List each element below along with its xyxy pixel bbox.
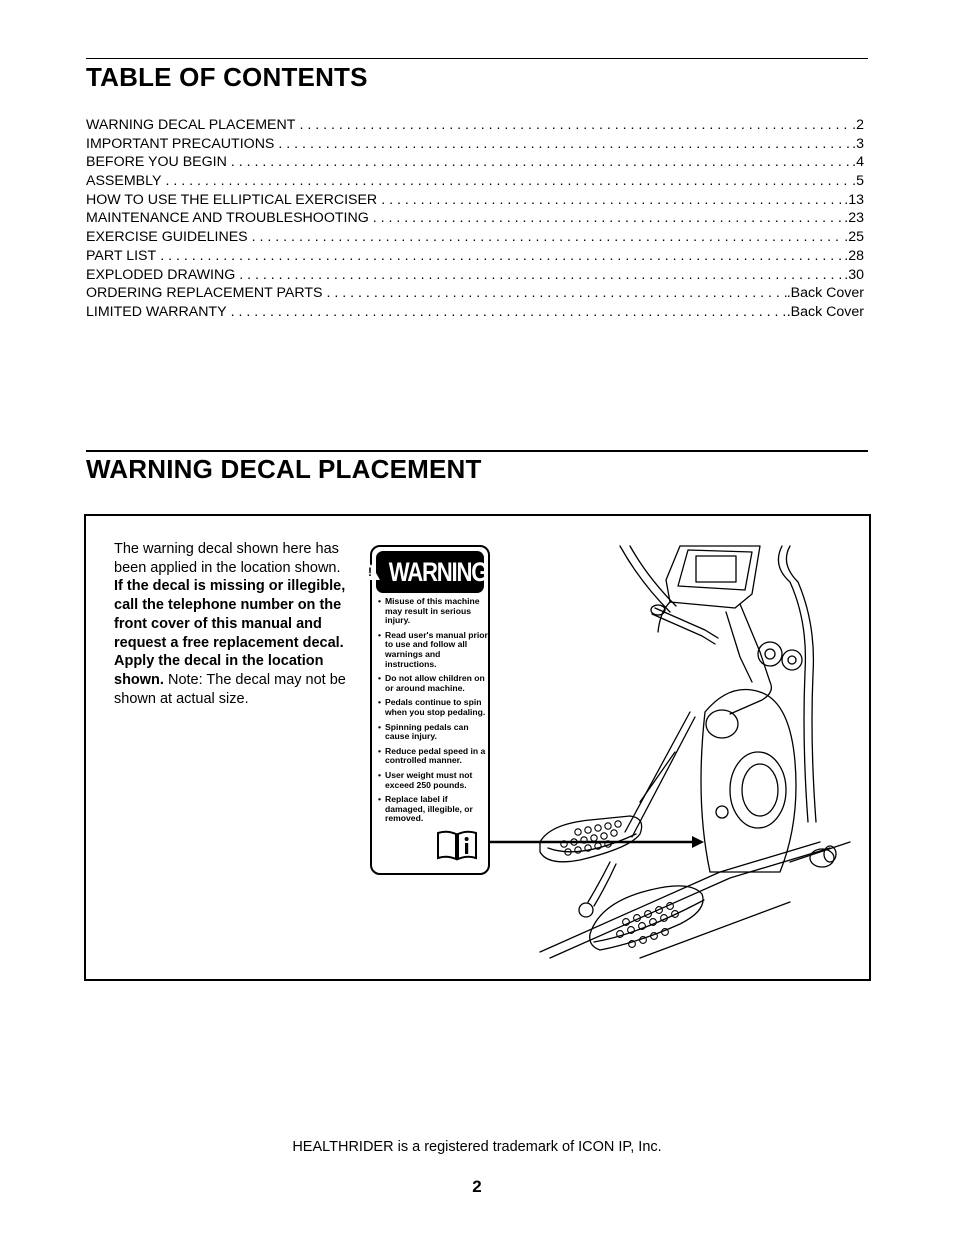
toc-leader-dots xyxy=(381,191,844,210)
toc-entry[interactable] xyxy=(86,209,864,228)
trademark-notice: HEALTHRIDER is a registered trademark of ICON IP, Inc. xyxy=(292,1139,662,1155)
warning-item: • Read user's manual prior to use and follow all warnings and instructions. xyxy=(378,631,488,669)
toc-entry[interactable] xyxy=(86,191,864,210)
toc-entry[interactable] xyxy=(86,116,864,135)
decal-intro-text: The warning decal shown here has been applied in the location shown. xyxy=(114,541,341,576)
toc-entry-title: EXPLODED DRAWING xyxy=(86,266,236,283)
warning-decal-heading: WARNING xyxy=(388,556,488,587)
toc-entry-page: .13 xyxy=(844,191,864,208)
toc-entry-page: .28 xyxy=(844,247,864,264)
toc-entry-page: .4 xyxy=(852,154,864,171)
warning-decal xyxy=(370,545,490,875)
toc-entry[interactable] xyxy=(86,228,864,247)
toc-entry-page: .Back Cover xyxy=(786,285,864,302)
toc-leader-dots xyxy=(165,172,852,191)
toc-leader-dots xyxy=(231,303,787,322)
warning-item: • Reduce pedal speed in a controlled manner. xyxy=(378,747,488,766)
toc-entry-page: .23 xyxy=(844,210,864,227)
toc-entry[interactable] xyxy=(86,303,864,322)
toc-leader-dots xyxy=(373,209,845,228)
section-rule xyxy=(86,450,868,452)
toc-entry-page: .Back Cover xyxy=(786,303,864,320)
manual-info-icon xyxy=(436,829,478,861)
toc-entry[interactable] xyxy=(86,153,864,172)
toc-leader-dots xyxy=(239,266,844,285)
top-rule xyxy=(86,58,868,59)
decal-note: Note: The decal may not be shown at actual size. xyxy=(114,671,346,707)
toc-entry-page: .25 xyxy=(844,229,864,246)
warning-item: • Do not allow children on or around machine. xyxy=(378,674,488,693)
warning-triangle-icon xyxy=(362,564,380,580)
warning-decal-header xyxy=(376,551,488,593)
toc-list xyxy=(86,116,864,322)
toc-entry-title: LIMITED WARRANTY xyxy=(86,303,227,320)
toc-entry-title: MAINTENANCE AND TROUBLESHOOTING xyxy=(86,210,369,227)
toc-leader-dots xyxy=(160,247,844,266)
decal-instructions xyxy=(114,540,350,708)
toc-entry-title: WARNING DECAL PLACEMENT xyxy=(86,117,296,133)
toc-entry-title: PART LIST xyxy=(86,247,157,264)
toc-leader-dots xyxy=(327,284,787,303)
toc-leader-dots xyxy=(278,135,852,154)
elliptical-machine-illustration xyxy=(490,542,862,960)
warning-item: • Pedals continue to spin when you stop pedaling. xyxy=(378,698,488,717)
toc-entry-title: HOW TO USE THE ELLIPTICAL EXERCISER xyxy=(86,191,378,208)
toc-entry-title: EXERCISE GUIDELINES xyxy=(86,229,248,246)
toc-leader-dots xyxy=(299,116,852,135)
warning-decal-items xyxy=(378,597,488,829)
warning-item: • User weight must not exceed 250 pounds. xyxy=(378,771,488,790)
toc-entry[interactable] xyxy=(86,135,864,154)
warning-item: • Replace label if damaged, illegible, or removed. xyxy=(378,795,488,824)
toc-entry-title: IMPORTANT PRECAUTIONS xyxy=(86,135,275,152)
toc-entry-title: ASSEMBLY xyxy=(86,173,162,190)
warning-section-heading: WARNING DECAL PLACEMENT xyxy=(86,454,482,484)
toc-heading: TABLE OF CONTENTS xyxy=(86,62,368,92)
toc-leader-dots xyxy=(252,228,845,247)
toc-entry[interactable] xyxy=(86,247,864,266)
toc-entry[interactable] xyxy=(86,172,864,191)
toc-entry-page: .5 xyxy=(852,173,864,190)
toc-entry-title: BEFORE YOU BEGIN xyxy=(86,154,227,171)
toc-entry-title: ORDERING REPLACEMENT PARTS xyxy=(86,285,323,302)
decal-bold-instructions: If the decal is missing or illegible, call the telephone number on the front cover of this manual and request a free replacement decal. Apply the decal in the location shown. xyxy=(114,578,346,688)
toc-leader-dots xyxy=(231,153,852,172)
toc-entry[interactable] xyxy=(86,266,864,285)
warning-item: • Misuse of this machine may result in serious injury. xyxy=(378,597,488,626)
page-number: 2 xyxy=(472,1177,482,1196)
warning-item: • Spinning pedals can cause injury. xyxy=(378,723,488,742)
toc-entry-page: .2 xyxy=(852,117,864,133)
toc-entry-page: .3 xyxy=(852,135,864,152)
toc-entry-page: .30 xyxy=(844,266,864,283)
toc-entry[interactable] xyxy=(86,284,864,303)
